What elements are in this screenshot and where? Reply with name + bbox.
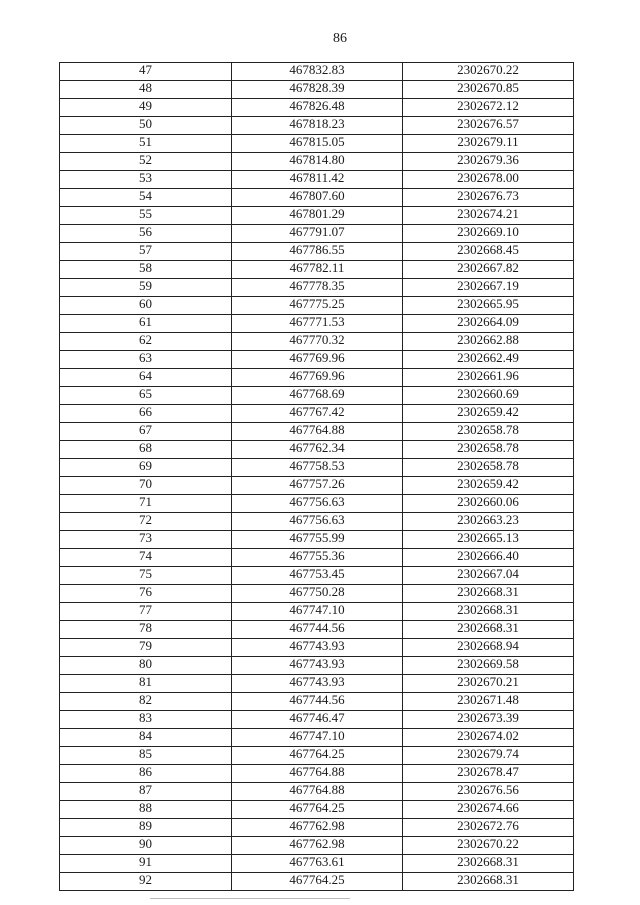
y-coordinate-cell: 2302670.22 [403,63,574,81]
x-coordinate-cell: 467762.98 [232,837,403,855]
y-coordinate-cell: 2302670.85 [403,81,574,99]
point-number-cell: 60 [60,297,232,315]
table-row [60,99,574,117]
coordinates-table-body [60,63,574,891]
point-number-cell: 51 [60,135,232,153]
point-number-cell: 82 [60,693,232,711]
point-number-cell: 79 [60,639,232,657]
table-row [60,171,574,189]
table-row [60,711,574,729]
table-row [60,495,574,513]
point-number-cell: 72 [60,513,232,531]
x-coordinate-cell: 467747.10 [232,729,403,747]
x-coordinate-cell: 467811.42 [232,171,403,189]
x-coordinate-cell: 467756.63 [232,513,403,531]
table-row [60,279,574,297]
table-row [60,441,574,459]
table-row [60,819,574,837]
y-coordinate-cell: 2302669.10 [403,225,574,243]
point-number-cell: 81 [60,675,232,693]
y-coordinate-cell: 2302667.04 [403,567,574,585]
x-coordinate-cell: 467807.60 [232,189,403,207]
table-row [60,207,574,225]
table-row [60,477,574,495]
table-row [60,531,574,549]
point-number-cell: 53 [60,171,232,189]
y-coordinate-cell: 2302662.88 [403,333,574,351]
table-row [60,513,574,531]
x-coordinate-cell: 467753.45 [232,567,403,585]
x-coordinate-cell: 467758.53 [232,459,403,477]
point-number-cell: 73 [60,531,232,549]
y-coordinate-cell: 2302665.13 [403,531,574,549]
table-row [60,855,574,873]
y-coordinate-cell: 2302671.48 [403,693,574,711]
table-row [60,765,574,783]
table-row [60,405,574,423]
x-coordinate-cell: 467768.69 [232,387,403,405]
table-row [60,243,574,261]
table-row [60,459,574,477]
table-row [60,549,574,567]
point-number-cell: 69 [60,459,232,477]
x-coordinate-cell: 467757.26 [232,477,403,495]
x-coordinate-cell: 467778.35 [232,279,403,297]
point-number-cell: 52 [60,153,232,171]
point-number-cell: 47 [60,63,232,81]
point-number-cell: 63 [60,351,232,369]
x-coordinate-cell: 467764.25 [232,873,403,891]
x-coordinate-cell: 467764.88 [232,783,403,801]
y-coordinate-cell: 2302659.42 [403,405,574,423]
table-row [60,567,574,585]
point-number-cell: 56 [60,225,232,243]
x-coordinate-cell: 467769.96 [232,351,403,369]
point-number-cell: 55 [60,207,232,225]
point-number-cell: 74 [60,549,232,567]
point-number-cell: 77 [60,603,232,621]
table-row [60,189,574,207]
x-coordinate-cell: 467755.99 [232,531,403,549]
x-coordinate-cell: 467832.83 [232,63,403,81]
y-coordinate-cell: 2302667.19 [403,279,574,297]
y-coordinate-cell: 2302660.69 [403,387,574,405]
y-coordinate-cell: 2302664.09 [403,315,574,333]
x-coordinate-cell: 467818.23 [232,117,403,135]
point-number-cell: 76 [60,585,232,603]
table-row [60,729,574,747]
point-number-cell: 88 [60,801,232,819]
table-row [60,801,574,819]
y-coordinate-cell: 2302668.31 [403,621,574,639]
y-coordinate-cell: 2302668.31 [403,855,574,873]
point-number-cell: 71 [60,495,232,513]
table-row [60,369,574,387]
y-coordinate-cell: 2302674.02 [403,729,574,747]
point-number-cell: 62 [60,333,232,351]
point-number-cell: 65 [60,387,232,405]
point-number-cell: 57 [60,243,232,261]
x-coordinate-cell: 467826.48 [232,99,403,117]
y-coordinate-cell: 2302676.73 [403,189,574,207]
y-coordinate-cell: 2302676.56 [403,783,574,801]
point-number-cell: 85 [60,747,232,765]
y-coordinate-cell: 2302668.94 [403,639,574,657]
table-row [60,873,574,891]
point-number-cell: 68 [60,441,232,459]
x-coordinate-cell: 467769.96 [232,369,403,387]
table-row [60,387,574,405]
table-row [60,639,574,657]
point-number-cell: 86 [60,765,232,783]
point-number-cell: 92 [60,873,232,891]
y-coordinate-cell: 2302678.47 [403,765,574,783]
table-row [60,81,574,99]
point-number-cell: 54 [60,189,232,207]
point-number-cell: 70 [60,477,232,495]
y-coordinate-cell: 2302676.57 [403,117,574,135]
table-row [60,153,574,171]
x-coordinate-cell: 467782.11 [232,261,403,279]
table-row [60,603,574,621]
x-coordinate-cell: 467746.47 [232,711,403,729]
x-coordinate-cell: 467775.25 [232,297,403,315]
y-coordinate-cell: 2302667.82 [403,261,574,279]
x-coordinate-cell: 467771.53 [232,315,403,333]
table-row [60,621,574,639]
x-coordinate-cell: 467747.10 [232,603,403,621]
x-coordinate-cell: 467767.42 [232,405,403,423]
point-number-cell: 78 [60,621,232,639]
x-coordinate-cell: 467764.88 [232,765,403,783]
point-number-cell: 48 [60,81,232,99]
y-coordinate-cell: 2302674.21 [403,207,574,225]
point-number-cell: 58 [60,261,232,279]
x-coordinate-cell: 467762.98 [232,819,403,837]
y-coordinate-cell: 2302679.74 [403,747,574,765]
y-coordinate-cell: 2302669.58 [403,657,574,675]
point-number-cell: 50 [60,117,232,135]
x-coordinate-cell: 467815.05 [232,135,403,153]
x-coordinate-cell: 467750.28 [232,585,403,603]
point-number-cell: 64 [60,369,232,387]
y-coordinate-cell: 2302662.49 [403,351,574,369]
point-number-cell: 83 [60,711,232,729]
point-number-cell: 49 [60,99,232,117]
x-coordinate-cell: 467786.55 [232,243,403,261]
point-number-cell: 91 [60,855,232,873]
table-row [60,135,574,153]
y-coordinate-cell: 2302661.96 [403,369,574,387]
table-row [60,261,574,279]
x-coordinate-cell: 467743.93 [232,657,403,675]
y-coordinate-cell: 2302663.23 [403,513,574,531]
y-coordinate-cell: 2302668.31 [403,873,574,891]
table-row [60,783,574,801]
y-coordinate-cell: 2302678.00 [403,171,574,189]
x-coordinate-cell: 467764.25 [232,801,403,819]
table-row [60,693,574,711]
y-coordinate-cell: 2302679.11 [403,135,574,153]
table-row [60,675,574,693]
table-row [60,225,574,243]
y-coordinate-cell: 2302672.12 [403,99,574,117]
x-coordinate-cell: 467801.29 [232,207,403,225]
point-number-cell: 67 [60,423,232,441]
page-number: 86 [333,31,347,46]
y-coordinate-cell: 2302660.06 [403,495,574,513]
point-number-cell: 90 [60,837,232,855]
point-number-cell: 80 [60,657,232,675]
y-coordinate-cell: 2302670.22 [403,837,574,855]
table-row [60,351,574,369]
y-coordinate-cell: 2302673.39 [403,711,574,729]
y-coordinate-cell: 2302666.40 [403,549,574,567]
y-coordinate-cell: 2302668.45 [403,243,574,261]
table-row [60,657,574,675]
y-coordinate-cell: 2302668.31 [403,585,574,603]
x-coordinate-cell: 467744.56 [232,621,403,639]
x-coordinate-cell: 467791.07 [232,225,403,243]
y-coordinate-cell: 2302679.36 [403,153,574,171]
table-row [60,63,574,81]
point-number-cell: 89 [60,819,232,837]
table-row [60,333,574,351]
x-coordinate-cell: 467743.93 [232,639,403,657]
y-coordinate-cell: 2302670.21 [403,675,574,693]
table-row [60,747,574,765]
x-coordinate-cell: 467764.25 [232,747,403,765]
x-coordinate-cell: 467764.88 [232,423,403,441]
table-row [60,423,574,441]
point-number-cell: 87 [60,783,232,801]
x-coordinate-cell: 467762.34 [232,441,403,459]
y-coordinate-cell: 2302668.31 [403,603,574,621]
x-coordinate-cell: 467743.93 [232,675,403,693]
point-number-cell: 61 [60,315,232,333]
y-coordinate-cell: 2302674.66 [403,801,574,819]
table-row [60,117,574,135]
x-coordinate-cell: 467744.56 [232,693,403,711]
table-row [60,585,574,603]
y-coordinate-cell: 2302658.78 [403,423,574,441]
point-number-cell: 75 [60,567,232,585]
y-coordinate-cell: 2302658.78 [403,441,574,459]
bottom-rule [150,898,350,899]
table-row [60,297,574,315]
coordinates-table [59,62,574,891]
y-coordinate-cell: 2302658.78 [403,459,574,477]
x-coordinate-cell: 467814.80 [232,153,403,171]
x-coordinate-cell: 467763.61 [232,855,403,873]
y-coordinate-cell: 2302659.42 [403,477,574,495]
x-coordinate-cell: 467770.32 [232,333,403,351]
x-coordinate-cell: 467755.36 [232,549,403,567]
y-coordinate-cell: 2302665.95 [403,297,574,315]
table-row [60,315,574,333]
x-coordinate-cell: 467828.39 [232,81,403,99]
point-number-cell: 59 [60,279,232,297]
x-coordinate-cell: 467756.63 [232,495,403,513]
point-number-cell: 66 [60,405,232,423]
point-number-cell: 84 [60,729,232,747]
table-row [60,837,574,855]
y-coordinate-cell: 2302672.76 [403,819,574,837]
